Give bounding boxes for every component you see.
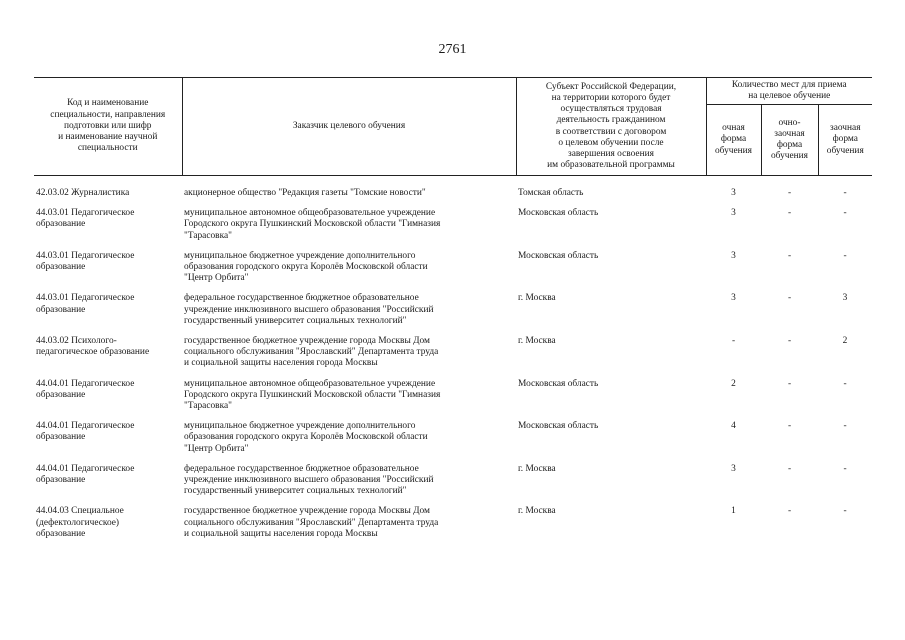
- table-row: [34, 421, 872, 464]
- row-part-time: -: [787, 421, 792, 432]
- row-part-time: -: [787, 293, 792, 304]
- row-code: 42.03.02 Журналистика: [36, 188, 130, 198]
- row-extramural: 2: [842, 336, 848, 347]
- row-part-time: -: [787, 250, 792, 261]
- row-extramural: -: [843, 188, 847, 198]
- row-part-time: -: [787, 336, 792, 347]
- row-full-time: 3: [731, 208, 736, 219]
- target-training-table: [34, 77, 872, 549]
- row-extramural: -: [843, 463, 847, 474]
- row-customer: муниципальное автономное общеобразовательное учреждение Городского округа Пушкинский Московской области "Гимназия "Тарасовка": [184, 208, 441, 241]
- header-full-time: очная форма обучения: [706, 105, 761, 176]
- row-part-time: -: [787, 208, 792, 219]
- header-part-time: очно- заочная форма обучения: [761, 105, 818, 176]
- header-subject: Субъект Российской Федерации, на территории которого будет осуществляться трудовая деятельность гражданином в соответствии с договором о целевом обучении после завершения освоения им образовательной программы: [516, 78, 706, 176]
- row-customer: федеральное государственное бюджетное образовательное учреждение инклюзивного высшего образования "Российский государственный университет социальных технологий": [184, 463, 434, 497]
- row-part-time: -: [787, 188, 792, 198]
- row-customer: муниципальное автономное общеобразовательное учреждение Городского округа Пушкинский Московской области "Гимназия "Тарасовка": [184, 378, 441, 412]
- page-number: 2761: [438, 42, 467, 57]
- table-row: [34, 464, 872, 507]
- row-subject: г. Москва: [518, 506, 556, 517]
- row-subject: г. Москва: [518, 293, 556, 304]
- header-code: Код и наименование специальности, направления подготовки или шифр и наименование научной специальности: [34, 78, 182, 176]
- row-extramural: -: [843, 421, 847, 432]
- row-customer: муниципальное бюджетное учреждение дополнительного образования городского округа Королёв Московской области "Центр Орбита": [184, 421, 428, 454]
- row-code: 44.04.03 Специальное (дефектологическое) образование: [36, 506, 124, 539]
- table-row: [34, 293, 872, 336]
- header-places-group: Количество мест для приема на целевое обучение: [706, 78, 872, 105]
- row-customer: муниципальное бюджетное учреждение дополнительного образования городского округа Королёв Московской области "Центр Орбита": [184, 250, 428, 284]
- table-body: [34, 176, 872, 550]
- row-part-time: -: [787, 378, 792, 389]
- row-full-time: 3: [731, 188, 736, 198]
- row-subject: Московская область: [518, 378, 599, 389]
- table-row: [34, 506, 872, 549]
- row-code: 44.04.01 Педагогическое образование: [36, 463, 135, 486]
- row-code: 44.03.01 Педагогическое образование: [36, 208, 135, 230]
- table-row: [34, 208, 872, 251]
- row-extramural: -: [843, 506, 847, 517]
- row-customer: федеральное государственное бюджетное образовательное учреждение инклюзивного высшего образования "Российский государственный университет социальных технологий": [184, 293, 434, 326]
- row-subject: г. Москва: [518, 336, 556, 347]
- row-code: 44.03.01 Педагогическое образование: [36, 250, 135, 273]
- row-code: 44.04.01 Педагогическое образование: [36, 378, 135, 400]
- row-full-time: 1: [731, 506, 736, 517]
- header-extramural: заочная форма обучения: [818, 105, 872, 176]
- row-full-time: 3: [731, 463, 736, 474]
- header-customer: Заказчик целевого обучения: [182, 78, 516, 176]
- row-extramural: 3: [842, 293, 848, 304]
- row-customer: государственное бюджетное учреждение города Москвы Дом социального обслуживания "Ярославский" Департамента труда и социальной защиты населения города Москвы: [184, 506, 439, 539]
- row-full-time: 3: [731, 293, 736, 304]
- table-row: [34, 188, 872, 208]
- row-customer: государственное бюджетное учреждение города Москвы Дом социального обслуживания "Ярославский" Департамента труда и социальной защиты населения города Москвы: [184, 336, 439, 369]
- table-row: [34, 336, 872, 379]
- row-full-time: -: [731, 336, 736, 347]
- row-extramural: -: [843, 378, 847, 389]
- row-full-time: 4: [731, 421, 736, 432]
- row-customer: акционерное общество "Редакция газеты "Томские новости": [184, 188, 426, 198]
- row-code: 44.03.02 Психолого- педагогическое образование: [36, 336, 150, 358]
- row-code: 44.03.01 Педагогическое образование: [36, 293, 135, 315]
- row-subject: Московская область: [518, 250, 599, 261]
- row-extramural: -: [843, 208, 847, 219]
- table-row: [34, 251, 872, 294]
- row-part-time: -: [787, 506, 792, 517]
- row-subject: Московская область: [518, 421, 599, 432]
- row-subject: г. Москва: [518, 463, 556, 474]
- row-full-time: 2: [731, 378, 736, 389]
- row-extramural: -: [843, 250, 847, 261]
- table-row: [34, 379, 872, 422]
- row-subject: Московская область: [518, 208, 599, 219]
- row-full-time: 3: [731, 250, 736, 261]
- row-code: 44.04.01 Педагогическое образование: [36, 421, 135, 443]
- row-subject: Томская область: [518, 188, 584, 198]
- row-part-time: -: [787, 463, 792, 474]
